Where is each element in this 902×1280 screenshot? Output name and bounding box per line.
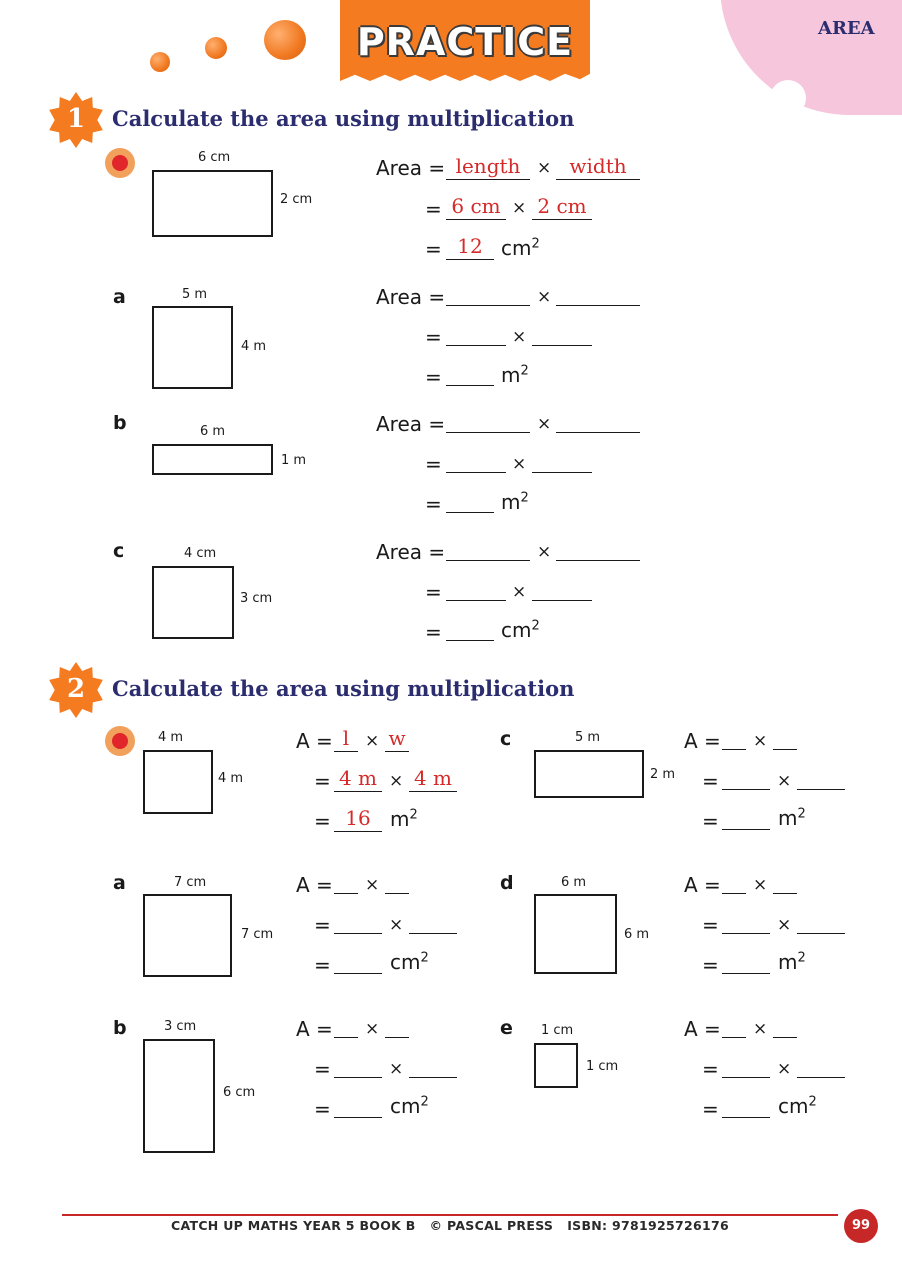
question-2e-value-input[interactable] (797, 1056, 845, 1078)
times-sign: × (365, 875, 380, 895)
question-2e-rectangle (534, 1043, 578, 1088)
question-2a-l-input[interactable] (334, 872, 358, 894)
question-1-number: 1 (66, 104, 86, 134)
equals-sign: = (425, 237, 442, 261)
example-rectangle (152, 170, 273, 237)
question-2a-result-input[interactable] (334, 952, 382, 974)
question-2b-l-input[interactable] (334, 1016, 358, 1038)
example-answer-result: 12 (446, 234, 494, 260)
question-2-number: 2 (66, 674, 86, 704)
question-2b-top-dimension: 3 cm (164, 1019, 197, 1034)
question-2a-value-input[interactable] (409, 912, 457, 934)
question-2c-result-input[interactable] (722, 808, 770, 830)
times-sign: × (537, 414, 552, 434)
question-1a-value-input[interactable] (532, 324, 592, 346)
example-area-lead: Area = (376, 156, 446, 180)
example-unit: $cm^2$ (501, 236, 540, 260)
question-2e-letter: e (500, 1017, 513, 1039)
question-2b-value-input[interactable] (409, 1056, 457, 1078)
equals-sign: = (425, 325, 442, 349)
example-side-dimension: 2 cm (280, 192, 313, 207)
times-sign: × (537, 542, 552, 562)
question-2d-value-input[interactable] (797, 912, 845, 934)
decor-dot-large (264, 20, 306, 60)
times-sign: × (512, 198, 527, 218)
decor-dot-medium (205, 37, 227, 59)
question-1b-lead: Area = (376, 412, 446, 436)
question-2c-lead: A = (684, 729, 721, 753)
question-2a-lead: A = (296, 873, 333, 897)
question-2e-value-input[interactable] (722, 1056, 770, 1078)
equals-sign: = (314, 953, 331, 977)
times-sign: × (512, 327, 527, 347)
example-answer-width: width (556, 154, 640, 180)
question-2b-letter: b (113, 1017, 127, 1039)
question-2a-w-input[interactable] (385, 872, 409, 894)
example-answer-length-value: 6 cm (446, 194, 506, 220)
equals-sign: = (702, 1057, 719, 1081)
equals-sign: = (425, 620, 442, 644)
q2-example-answer-l-value: 4 m (334, 766, 382, 792)
page-number: 99 (844, 1209, 878, 1243)
question-1b-length-input[interactable] (446, 411, 530, 433)
question-2c-top-dimension: 5 m (575, 730, 601, 745)
question-2d-w-input[interactable] (773, 872, 797, 894)
times-sign: × (777, 1059, 792, 1079)
question-2c-value-input[interactable] (722, 768, 770, 790)
example-answer-length: length (446, 154, 530, 180)
times-sign: × (389, 915, 404, 935)
q2-example-top-dimension: 4 m (158, 730, 184, 745)
question-1b-result-input[interactable] (446, 491, 494, 513)
example-top-dimension: 6 cm (198, 150, 231, 165)
equals-sign: = (314, 809, 331, 833)
decor-dot-small (150, 52, 170, 72)
question-2c-value-input[interactable] (797, 768, 845, 790)
question-1a-top-dimension: 5 m (182, 287, 208, 302)
question-1c-width-input[interactable] (556, 539, 640, 561)
times-sign: × (365, 1019, 380, 1039)
question-2b-result-input[interactable] (334, 1096, 382, 1118)
example-answer-width-value: 2 cm (532, 194, 592, 220)
q2-example-lead: A = (296, 729, 333, 753)
equals-sign: = (702, 769, 719, 793)
question-2b-unit: $cm^2$ (390, 1094, 429, 1118)
example-marker-icon (105, 148, 135, 178)
question-1a-width-input[interactable] (556, 284, 640, 306)
question-2d-unit: $m^2$ (778, 950, 806, 974)
question-1b-width-input[interactable] (556, 411, 640, 433)
question-1c-value-input[interactable] (532, 579, 592, 601)
equals-sign: = (425, 492, 442, 516)
question-1b-value-input[interactable] (532, 451, 592, 473)
question-1a-result-input[interactable] (446, 364, 494, 386)
question-1c-rectangle (152, 566, 234, 639)
q2-example-answer-w: w (385, 726, 409, 752)
question-1b-side-dimension: 1 m (281, 453, 307, 468)
topic-corner-bite (770, 80, 806, 116)
footer-divider (62, 1214, 838, 1216)
question-2c-rectangle (534, 750, 644, 798)
question-2d-side-dimension: 6 m (624, 927, 650, 942)
question-1b-letter: b (113, 412, 127, 434)
question-2c-letter: c (500, 728, 512, 750)
question-2e-lead: A = (684, 1017, 721, 1041)
q2-example-rectangle (143, 750, 213, 814)
question-1b-unit: $m^2$ (501, 490, 529, 514)
question-1c-result-input[interactable] (446, 619, 494, 641)
question-2d-rectangle (534, 894, 617, 974)
equals-sign: = (702, 1097, 719, 1121)
question-2d-l-input[interactable] (722, 872, 746, 894)
equals-sign: = (314, 769, 331, 793)
question-2d-lead: A = (684, 873, 721, 897)
times-sign: × (537, 287, 552, 307)
question-2e-top-dimension: 1 cm (541, 1023, 574, 1038)
times-sign: × (777, 915, 792, 935)
question-2d-value-input[interactable] (722, 912, 770, 934)
question-2e-unit: $cm^2$ (778, 1094, 817, 1118)
equals-sign: = (425, 197, 442, 221)
equals-sign: = (702, 953, 719, 977)
question-2b-side-dimension: 6 cm (223, 1085, 256, 1100)
question-2d-result-input[interactable] (722, 952, 770, 974)
question-1c-unit: $cm^2$ (501, 618, 540, 642)
times-sign: × (753, 1019, 768, 1039)
equals-sign: = (314, 913, 331, 937)
question-2c-unit: $m^2$ (778, 806, 806, 830)
question-1a-side-dimension: 4 m (241, 339, 267, 354)
footer-credits: CATCH UP MATHS YEAR 5 BOOK B © PASCAL PRESS ISBN: 9781925726176 (171, 1218, 729, 1233)
question-2c-l-input[interactable] (722, 728, 746, 750)
equals-sign: = (702, 913, 719, 937)
question-1c-letter: c (113, 540, 125, 562)
q2-example-answer-w-value: 4 m (409, 766, 457, 792)
times-sign: × (512, 454, 527, 474)
question-2a-top-dimension: 7 cm (174, 875, 207, 890)
question-2e-result-input[interactable] (722, 1096, 770, 1118)
question-1a-rectangle (152, 306, 233, 389)
question-2e-l-input[interactable] (722, 1016, 746, 1038)
equals-sign: = (702, 809, 719, 833)
question-2a-side-dimension: 7 cm (241, 927, 274, 942)
q2-example-unit: $m^2$ (390, 807, 418, 831)
question-2a-letter: a (113, 872, 126, 894)
question-2-heading: Calculate the area using multiplication (112, 676, 575, 701)
question-2b-w-input[interactable] (385, 1016, 409, 1038)
question-1a-value-input[interactable] (446, 324, 506, 346)
q2-example-side-dimension: 4 m (218, 771, 244, 786)
question-1c-lead: Area = (376, 540, 446, 564)
question-1c-length-input[interactable] (446, 539, 530, 561)
question-2a-unit: $cm^2$ (390, 950, 429, 974)
times-sign: × (537, 158, 552, 178)
question-2c-side-dimension: 2 m (650, 767, 676, 782)
example-marker-icon (105, 726, 135, 756)
equals-sign: = (425, 452, 442, 476)
question-2e-side-dimension: 1 cm (586, 1059, 619, 1074)
question-1a-letter: a (113, 286, 126, 308)
question-1c-side-dimension: 3 cm (240, 591, 273, 606)
times-sign: × (753, 731, 768, 751)
equals-sign: = (425, 365, 442, 389)
question-1b-value-input[interactable] (446, 451, 506, 473)
times-sign: × (365, 731, 380, 751)
q2-example-answer-l: l (334, 726, 358, 752)
question-1a-unit: $m^2$ (501, 363, 529, 387)
q2-example-answer-result: 16 (334, 806, 382, 832)
question-2d-top-dimension: 6 m (561, 875, 587, 890)
equals-sign: = (425, 580, 442, 604)
question-1a-length-input[interactable] (446, 284, 530, 306)
question-2a-rectangle (143, 894, 232, 977)
question-2b-lead: A = (296, 1017, 333, 1041)
times-sign: × (753, 875, 768, 895)
times-sign: × (777, 771, 792, 791)
times-sign: × (389, 771, 404, 791)
topic-label: AREA (818, 18, 875, 39)
equals-sign: = (314, 1097, 331, 1121)
times-sign: × (389, 1059, 404, 1079)
question-1c-value-input[interactable] (446, 579, 506, 601)
question-2b-value-input[interactable] (334, 1056, 382, 1078)
question-2e-w-input[interactable] (773, 1016, 797, 1038)
practice-banner-title: PRACTICE (356, 20, 574, 64)
question-1-heading: Calculate the area using multiplication (112, 106, 575, 131)
question-2a-value-input[interactable] (334, 912, 382, 934)
question-2b-rectangle (143, 1039, 215, 1153)
question-1b-rectangle (152, 444, 273, 475)
question-1b-top-dimension: 6 m (200, 424, 226, 439)
times-sign: × (512, 582, 527, 602)
question-2d-letter: d (500, 872, 514, 894)
question-2c-w-input[interactable] (773, 728, 797, 750)
question-1c-top-dimension: 4 cm (184, 546, 217, 561)
equals-sign: = (314, 1057, 331, 1081)
question-1a-lead: Area = (376, 285, 446, 309)
